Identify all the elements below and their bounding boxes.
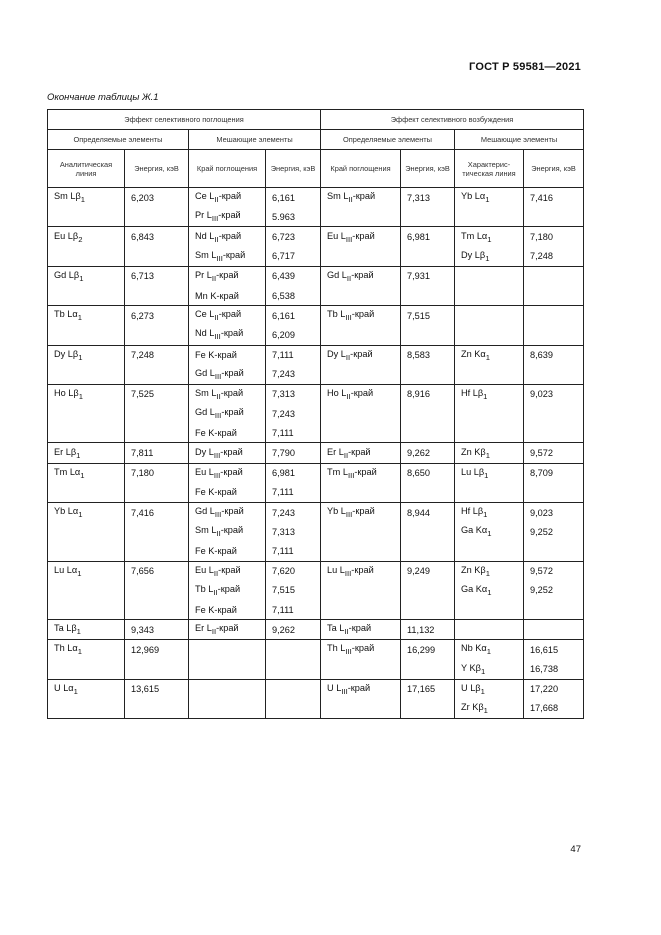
table-caption: Окончание таблицы Ж.1	[47, 92, 159, 103]
energy-cell: 7,416	[524, 188, 584, 208]
energy-cell: 7,515	[401, 306, 455, 326]
energy-cell	[125, 541, 189, 561]
energy-cell: 7,243	[266, 404, 321, 423]
table-row	[48, 404, 584, 423]
absorption-edge-cell: Pr $L_{III}$-край	[189, 207, 266, 227]
analytical-line-cell: Ta $L\beta_1$	[48, 620, 125, 640]
analytical-line-cell	[48, 207, 125, 227]
table-row	[48, 503, 584, 523]
energy-cell	[524, 620, 584, 640]
table-row	[48, 227, 584, 247]
header-analytical-line: Аналитическая линия	[48, 150, 125, 188]
header-edge: Край поглощения	[321, 150, 401, 188]
header-characteristic-line: Характерис-тическая линия	[455, 150, 524, 188]
energy-cell: 6,723	[266, 227, 321, 247]
header-int-elements: Мешающие элементы	[189, 130, 321, 150]
table-row	[48, 247, 584, 267]
header-det-elements: Определяемые элементы	[321, 130, 455, 150]
energy-cell: 7,248	[125, 345, 189, 365]
absorption-edge-cell	[321, 404, 401, 423]
energy-cell	[125, 365, 189, 385]
energy-cell: 8,583	[401, 345, 455, 365]
energy-cell	[266, 699, 321, 719]
absorption-edge-cell: Ce $L_{II}$-край	[189, 188, 266, 208]
characteristic-line-cell	[455, 483, 524, 503]
characteristic-line-cell	[455, 404, 524, 423]
energy-cell: 17,668	[524, 699, 584, 719]
energy-cell	[524, 365, 584, 385]
table-row	[48, 207, 584, 227]
characteristic-line-cell	[455, 286, 524, 306]
energy-cell: 7,620	[266, 561, 321, 581]
absorption-edge-cell	[321, 483, 401, 503]
energy-cell: 7,243	[266, 503, 321, 523]
energy-cell: 9,572	[524, 443, 584, 463]
table-row	[48, 483, 584, 503]
energy-cell: 6,713	[125, 266, 189, 286]
table-row	[48, 620, 584, 640]
energy-cell	[524, 266, 584, 286]
table-row	[48, 679, 584, 699]
energy-cell: 6,161	[266, 306, 321, 326]
absorption-edge-cell: Tb $L_{III}$-край	[321, 306, 401, 326]
absorption-edge-cell: Fe K-край	[189, 345, 266, 365]
energy-cell: 6,209	[266, 325, 321, 345]
energy-cell: 7,248	[524, 247, 584, 267]
absorption-edge-cell: Gd $L_{III}$-край	[189, 365, 266, 385]
analytical-line-cell	[48, 541, 125, 561]
energy-cell	[524, 404, 584, 423]
absorption-edge-cell: Sm $L_{II}$-край	[189, 522, 266, 541]
characteristic-line-cell: Dy $L\beta_1$	[455, 247, 524, 267]
absorption-edge-cell	[321, 522, 401, 541]
energy-cell: 7,313	[401, 188, 455, 208]
energy-cell	[125, 660, 189, 680]
table-row	[48, 561, 584, 581]
absorption-edge-cell: Tm $L_{III}$-край	[321, 463, 401, 483]
energy-cell	[401, 423, 455, 443]
energy-cell	[524, 541, 584, 561]
analytical-line-cell	[48, 600, 125, 620]
energy-cell	[125, 581, 189, 600]
energy-cell: 9,343	[125, 620, 189, 640]
characteristic-line-cell: Hf $L\beta_1$	[455, 384, 524, 404]
energy-cell: 7,111	[266, 423, 321, 443]
energy-cell: 7,111	[266, 600, 321, 620]
absorption-edge-cell	[321, 325, 401, 345]
absorption-edge-cell: Nd $L_{II}$-край	[189, 227, 266, 247]
energy-cell	[125, 207, 189, 227]
characteristic-line-cell	[455, 600, 524, 620]
table-row	[48, 522, 584, 541]
energy-cell: 7,243	[266, 365, 321, 385]
absorption-edge-cell	[321, 247, 401, 267]
energy-cell	[401, 581, 455, 600]
absorption-edge-cell: Fe K-край	[189, 541, 266, 561]
absorption-edge-cell: Th $L_{III}$-край	[321, 640, 401, 660]
analytical-line-cell	[48, 423, 125, 443]
absorption-edge-cell: Eu $L_{III}$-край	[189, 463, 266, 483]
energy-cell: 7,515	[266, 581, 321, 600]
energy-cell: 7,313	[266, 522, 321, 541]
absorption-edge-cell: Lu $L_{III}$-край	[321, 561, 401, 581]
energy-cell: 9,572	[524, 561, 584, 581]
energy-cell: 12,969	[125, 640, 189, 660]
energy-table	[47, 109, 584, 719]
analytical-line-cell: Tb $L\alpha_1$	[48, 306, 125, 326]
energy-cell: 17,165	[401, 679, 455, 699]
energy-cell: 9,023	[524, 384, 584, 404]
energy-cell: 8,639	[524, 345, 584, 365]
energy-cell: 6,439	[266, 266, 321, 286]
analytical-line-cell: Dy $L\beta_1$	[48, 345, 125, 365]
energy-cell	[524, 600, 584, 620]
characteristic-line-cell: Yb $L\alpha_1$	[455, 188, 524, 208]
absorption-edge-cell	[321, 699, 401, 719]
absorption-edge-cell: Sm $L_{III}$-край	[189, 247, 266, 267]
table-row	[48, 306, 584, 326]
characteristic-line-cell: Y $K\beta_1$	[455, 660, 524, 680]
energy-cell: 17,220	[524, 679, 584, 699]
analytical-line-cell: Gd $L\beta_1$	[48, 266, 125, 286]
energy-cell	[401, 247, 455, 267]
analytical-line-cell	[48, 660, 125, 680]
absorption-edge-cell	[189, 679, 266, 699]
characteristic-line-cell: Zn $K\beta_1$	[455, 443, 524, 463]
analytical-line-cell	[48, 522, 125, 541]
absorption-edge-cell	[189, 640, 266, 660]
absorption-edge-cell: Gd $L_{III}$-край	[189, 503, 266, 523]
page-number: 47	[570, 844, 581, 855]
energy-cell	[125, 404, 189, 423]
table-row	[48, 699, 584, 719]
header-excitation: Эффект селективного возбуждения	[321, 110, 584, 130]
table-row	[48, 423, 584, 443]
absorption-edge-cell: Fe K-край	[189, 600, 266, 620]
table-row	[48, 384, 584, 404]
absorption-edge-cell: Gd $L_{II}$-край	[321, 266, 401, 286]
characteristic-line-cell: Tm $L\alpha_1$	[455, 227, 524, 247]
absorption-edge-cell: Nd $L_{III}$-край	[189, 325, 266, 345]
energy-cell	[401, 365, 455, 385]
analytical-line-cell: Lu $L\alpha_1$	[48, 561, 125, 581]
header-energy: Энергия, кэВ	[401, 150, 455, 188]
absorption-edge-cell: Sm $L_{II}$-край	[321, 188, 401, 208]
absorption-edge-cell: Sm $L_{II}$-край	[189, 384, 266, 404]
characteristic-line-cell	[455, 541, 524, 561]
table-row	[48, 443, 584, 463]
energy-cell	[266, 640, 321, 660]
energy-cell	[401, 541, 455, 561]
characteristic-line-cell: Hf $L\beta_1$	[455, 503, 524, 523]
characteristic-line-cell: Lu $L\beta_1$	[455, 463, 524, 483]
energy-cell	[401, 325, 455, 345]
absorption-edge-cell: Yb $L_{III}$-край	[321, 503, 401, 523]
energy-cell	[125, 286, 189, 306]
energy-cell: 6,538	[266, 286, 321, 306]
characteristic-line-cell	[455, 620, 524, 640]
table-row	[48, 640, 584, 660]
header-det-elements: Определяемые элементы	[48, 130, 189, 150]
energy-cell: 8,709	[524, 463, 584, 483]
energy-cell: 7,790	[266, 443, 321, 463]
energy-cell: 7,656	[125, 561, 189, 581]
absorption-edge-cell: U $L_{III}$-край	[321, 679, 401, 699]
energy-cell	[125, 423, 189, 443]
characteristic-line-cell: Zn $K\alpha_1$	[455, 345, 524, 365]
energy-cell	[266, 679, 321, 699]
energy-cell	[401, 660, 455, 680]
absorption-edge-cell: Eu $L_{II}$-край	[189, 561, 266, 581]
characteristic-line-cell: Nb $K\alpha_1$	[455, 640, 524, 660]
energy-cell: 6,273	[125, 306, 189, 326]
absorption-edge-cell	[189, 699, 266, 719]
table-row	[48, 266, 584, 286]
energy-cell: 9,262	[266, 620, 321, 640]
absorption-edge-cell: Mn K-край	[189, 286, 266, 306]
absorption-edge-cell	[321, 660, 401, 680]
energy-cell	[401, 600, 455, 620]
characteristic-line-cell	[455, 423, 524, 443]
energy-cell	[125, 247, 189, 267]
absorption-edge-cell	[189, 660, 266, 680]
absorption-edge-cell	[321, 581, 401, 600]
energy-cell: 8,916	[401, 384, 455, 404]
header-energy: Энергия, кэВ	[524, 150, 584, 188]
energy-cell: 8,944	[401, 503, 455, 523]
energy-cell: 6,843	[125, 227, 189, 247]
absorption-edge-cell	[321, 286, 401, 306]
document-header: ГОСТ Р 59581—2021	[469, 61, 581, 73]
characteristic-line-cell: Ga $K\alpha_1$	[455, 581, 524, 600]
table-row	[48, 188, 584, 208]
absorption-edge-cell	[321, 541, 401, 561]
energy-cell	[401, 483, 455, 503]
table-body	[48, 188, 584, 719]
absorption-edge-cell: Fe K-край	[189, 483, 266, 503]
energy-cell	[524, 207, 584, 227]
energy-cell: 6,981	[266, 463, 321, 483]
table-row	[48, 600, 584, 620]
energy-cell: 7,931	[401, 266, 455, 286]
table-row	[48, 286, 584, 306]
analytical-line-cell	[48, 325, 125, 345]
energy-cell	[524, 483, 584, 503]
table-row	[48, 581, 584, 600]
table-row	[48, 541, 584, 561]
characteristic-line-cell	[455, 306, 524, 326]
absorption-edge-cell: Tb $L_{II}$-край	[189, 581, 266, 600]
energy-cell	[401, 286, 455, 306]
characteristic-line-cell: Zr $K\beta_1$	[455, 699, 524, 719]
absorption-edge-cell: Ta $L_{II}$-край	[321, 620, 401, 640]
energy-cell	[125, 699, 189, 719]
analytical-line-cell	[48, 365, 125, 385]
energy-cell: 5.963	[266, 207, 321, 227]
energy-cell	[401, 522, 455, 541]
header-absorption: Эффект селективного поглощения	[48, 110, 321, 130]
energy-cell	[401, 207, 455, 227]
absorption-edge-cell: Dy $L_{III}$-край	[189, 443, 266, 463]
energy-cell: 7,111	[266, 483, 321, 503]
characteristic-line-cell: Zn $K\beta_1$	[455, 561, 524, 581]
absorption-edge-cell: Fe K-край	[189, 423, 266, 443]
energy-cell	[125, 483, 189, 503]
absorption-edge-cell: Er $L_{II}$-край	[189, 620, 266, 640]
energy-cell: 6,717	[266, 247, 321, 267]
table-row	[48, 325, 584, 345]
energy-cell	[125, 600, 189, 620]
energy-cell: 7,525	[125, 384, 189, 404]
absorption-edge-cell	[321, 365, 401, 385]
energy-cell: 9,023	[524, 503, 584, 523]
characteristic-line-cell: U $L\beta_1$	[455, 679, 524, 699]
analytical-line-cell	[48, 483, 125, 503]
absorption-edge-cell: Dy $L_{II}$-край	[321, 345, 401, 365]
analytical-line-cell: Tm $L\alpha_1$	[48, 463, 125, 483]
energy-cell	[125, 522, 189, 541]
analytical-line-cell: Yb $L\alpha_1$	[48, 503, 125, 523]
analytical-line-cell	[48, 286, 125, 306]
energy-cell	[524, 423, 584, 443]
energy-cell: 6,203	[125, 188, 189, 208]
characteristic-line-cell: Ga $K\alpha_1$	[455, 522, 524, 541]
header-energy: Энергия, кэВ	[266, 150, 321, 188]
absorption-edge-cell: Eu $L_{III}$-край	[321, 227, 401, 247]
energy-cell: 9,252	[524, 581, 584, 600]
energy-cell: 7,111	[266, 541, 321, 561]
energy-cell: 6,161	[266, 188, 321, 208]
table-row	[48, 463, 584, 483]
header-edge: Край поглощения	[189, 150, 266, 188]
characteristic-line-cell	[455, 365, 524, 385]
analytical-line-cell	[48, 699, 125, 719]
energy-cell: 7,313	[266, 384, 321, 404]
energy-cell: 13,615	[125, 679, 189, 699]
energy-cell	[401, 699, 455, 719]
table-row	[48, 345, 584, 365]
energy-cell	[401, 404, 455, 423]
characteristic-line-cell	[455, 325, 524, 345]
energy-cell: 9,252	[524, 522, 584, 541]
characteristic-line-cell	[455, 266, 524, 286]
energy-cell: 7,180	[125, 463, 189, 483]
energy-cell: 9,249	[401, 561, 455, 581]
table-row	[48, 660, 584, 680]
characteristic-line-cell	[455, 207, 524, 227]
absorption-edge-cell	[321, 600, 401, 620]
analytical-line-cell: Th $L\alpha_1$	[48, 640, 125, 660]
analytical-line-cell: Ho $L\beta_1$	[48, 384, 125, 404]
absorption-edge-cell: Gd $L_{III}$-край	[189, 404, 266, 423]
absorption-edge-cell: Ce $L_{II}$-край	[189, 306, 266, 326]
energy-cell: 16,615	[524, 640, 584, 660]
energy-cell	[125, 325, 189, 345]
energy-cell: 7,416	[125, 503, 189, 523]
energy-cell: 6,981	[401, 227, 455, 247]
energy-cell	[524, 306, 584, 326]
energy-cell: 16,299	[401, 640, 455, 660]
energy-cell: 7,180	[524, 227, 584, 247]
energy-cell: 7,111	[266, 345, 321, 365]
analytical-line-cell	[48, 404, 125, 423]
energy-cell: 9,262	[401, 443, 455, 463]
energy-cell: 11,132	[401, 620, 455, 640]
analytical-line-cell	[48, 247, 125, 267]
energy-cell: 8,650	[401, 463, 455, 483]
energy-cell	[266, 660, 321, 680]
energy-cell: 16,738	[524, 660, 584, 680]
energy-cell: 7,811	[125, 443, 189, 463]
header-energy: Энергия, кэВ	[125, 150, 189, 188]
table-row	[48, 365, 584, 385]
absorption-edge-cell	[321, 207, 401, 227]
absorption-edge-cell	[321, 423, 401, 443]
absorption-edge-cell: Er $L_{II}$-край	[321, 443, 401, 463]
analytical-line-cell: U $L\alpha_1$	[48, 679, 125, 699]
header-int-elements: Мешающие элементы	[455, 130, 584, 150]
absorption-edge-cell: Ho $L_{II}$-край	[321, 384, 401, 404]
energy-cell	[524, 325, 584, 345]
absorption-edge-cell: Pr $L_{II}$-край	[189, 266, 266, 286]
energy-cell	[524, 286, 584, 306]
analytical-line-cell: Sm $L\beta_1$	[48, 188, 125, 208]
analytical-line-cell: Er $L\beta_1$	[48, 443, 125, 463]
analytical-line-cell: Eu $L\beta_2$	[48, 227, 125, 247]
analytical-line-cell	[48, 581, 125, 600]
